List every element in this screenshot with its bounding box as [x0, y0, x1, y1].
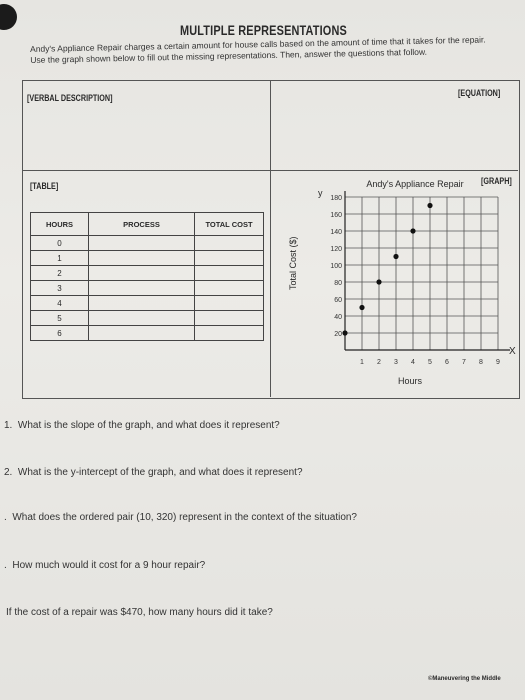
x-tick-label: 6 [445, 359, 449, 366]
table-row [31, 296, 264, 311]
y-tick-label: 100 [330, 263, 342, 270]
cost-cell[interactable] [195, 326, 264, 341]
x-tick-label: 1 [360, 359, 364, 366]
cost-cell[interactable] [195, 281, 264, 296]
y-tick-label: 80 [334, 280, 342, 287]
process-cell[interactable] [89, 296, 195, 311]
question-number: . [4, 512, 7, 523]
box-divider-vertical [270, 80, 271, 397]
x-tick-label: 5 [428, 359, 432, 366]
y-axis-label: Total Cost ($) [288, 236, 298, 290]
hours-cell: 5 [31, 311, 89, 326]
data-point [376, 279, 381, 284]
question-text: What does the ordered pair (10, 320) represent in the context of the situation? [12, 512, 357, 523]
table-row [31, 251, 264, 266]
x-tick-label: 4 [411, 359, 415, 366]
chart-title: Andy's Appliance Repair [366, 179, 464, 189]
table-row [31, 266, 264, 281]
question-number: . [4, 560, 7, 571]
graph-label: [GRAPH] [481, 176, 512, 186]
header-total-cost: TOTAL COST [195, 213, 264, 236]
question-5 [6, 607, 273, 618]
question-text: What is the slope of the graph, and what does it represent? [17, 420, 280, 431]
process-cell[interactable] [89, 236, 195, 251]
y-tick-label: 160 [330, 212, 342, 219]
y-tick-label: 20 [334, 331, 342, 338]
process-cell[interactable] [89, 326, 195, 341]
data-point [410, 228, 415, 233]
cost-cell[interactable] [195, 311, 264, 326]
process-cell[interactable] [89, 281, 195, 296]
x-tick-label: 3 [394, 359, 398, 366]
process-cell[interactable] [89, 266, 195, 281]
hours-cost-table [30, 212, 264, 341]
x-tick-label: 9 [496, 359, 500, 366]
equation-label: [EQUATION] [458, 88, 501, 98]
verbal-label: [VERBAL DESCRIPTION] [27, 93, 113, 103]
table-row [31, 326, 264, 341]
y-axis-letter: y [318, 188, 323, 198]
y-tick-label: 40 [334, 314, 342, 321]
hours-cell: 1 [31, 251, 89, 266]
y-tick-label: 180 [330, 195, 342, 202]
question-2 [4, 467, 303, 478]
x-tick-label: 7 [462, 359, 466, 366]
data-point [342, 330, 347, 335]
question-4 [4, 560, 205, 571]
x-axis-label: Hours [398, 376, 423, 386]
page-title: MULTIPLE REPRESENTATIONS [180, 22, 347, 38]
header-process: PROCESS [89, 213, 195, 236]
question-text: How much would it cost for a 9 hour repair? [12, 560, 206, 571]
question-text: What is the y-intercept of the graph, and what does it represent? [17, 467, 303, 478]
y-tick-label: 120 [330, 246, 342, 253]
data-point [393, 254, 398, 259]
x-axis-letter: X [509, 346, 516, 357]
process-cell[interactable] [89, 311, 195, 326]
intro-paragraph: Andy's Appliance Repair charges a certain amount for house calls based on the amount of time that it takes for the repair. Use the graph shown below to fill out the missing representations. Then, answer the questions that follow. [30, 34, 486, 65]
cost-cell[interactable] [195, 236, 264, 251]
process-cell[interactable] [89, 251, 195, 266]
table-row [31, 281, 264, 296]
table-label: [TABLE] [30, 181, 59, 191]
hours-cell: 0 [31, 236, 89, 251]
punch-hole [0, 4, 17, 30]
hours-cell: 6 [31, 326, 89, 341]
data-point [359, 305, 364, 310]
copyright-footer: ©Maneuvering the Middle [428, 676, 501, 682]
cost-cell[interactable] [195, 266, 264, 281]
question-3 [4, 512, 357, 523]
question-1 [4, 420, 280, 431]
y-tick-label: 60 [334, 297, 342, 304]
scatter-chart [290, 180, 515, 380]
hours-cell: 4 [31, 296, 89, 311]
table-row [31, 311, 264, 326]
question-number: 2. [4, 467, 13, 478]
hours-cell: 3 [31, 281, 89, 296]
cost-cell[interactable] [195, 251, 264, 266]
cost-cell[interactable] [195, 296, 264, 311]
question-number: 1. [4, 420, 13, 431]
x-tick-label: 8 [479, 359, 483, 366]
table-row [31, 236, 264, 251]
data-point [427, 203, 432, 208]
hours-cell: 2 [31, 266, 89, 281]
y-tick-label: 140 [330, 229, 342, 236]
question-text: If the cost of a repair was $470, how many hours did it take? [6, 607, 273, 618]
x-tick-label: 2 [377, 359, 381, 366]
header-hours: HOURS [31, 213, 89, 236]
